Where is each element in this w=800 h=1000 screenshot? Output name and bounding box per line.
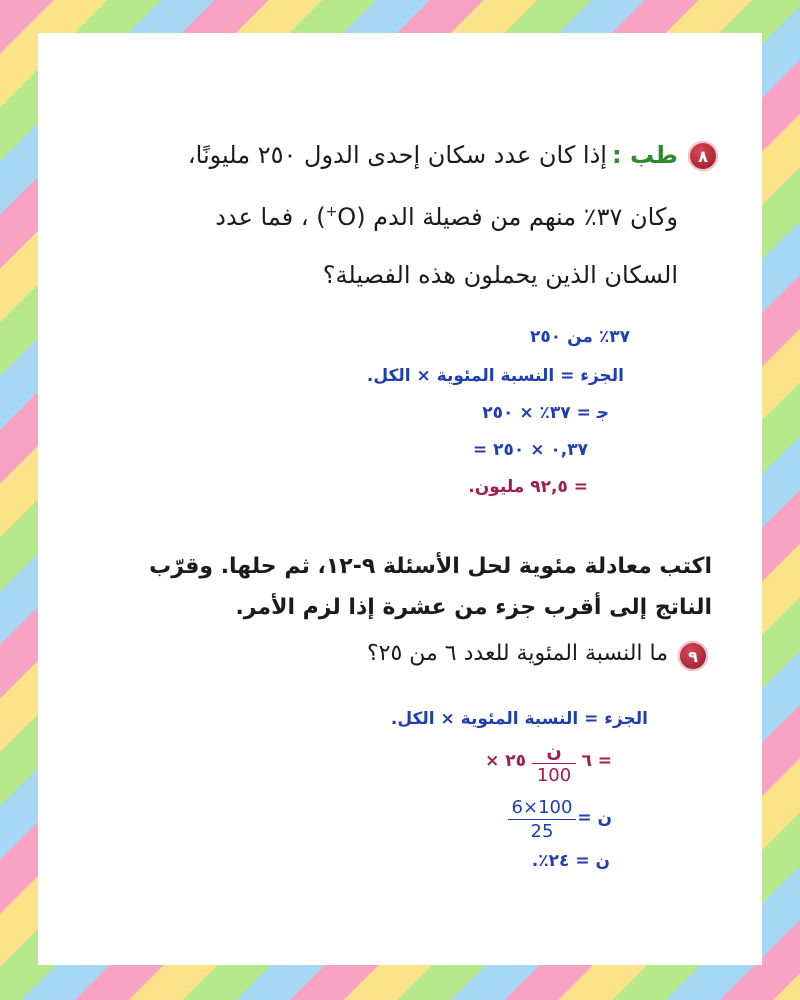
q9-eq1-denominator: 100 <box>536 765 572 786</box>
content-card <box>38 33 762 965</box>
q9-eq2-numerator: 6×100 <box>511 797 573 818</box>
q9-eq2-fraction-bar <box>508 819 576 820</box>
question-9-badge <box>678 641 708 671</box>
question-8-text-2-sup: + <box>325 204 338 220</box>
question-8-text-2a: وكان ٣٧٪ منهم من فصيلة الدم (O <box>337 203 678 231</box>
question-8-line-3: السكان الذين يحملون هذه الفصيلة؟ <box>322 261 678 289</box>
q9-eq2-fraction <box>508 797 576 842</box>
question-9-number: ٩ <box>688 646 698 666</box>
q9-eq2-left: ن = <box>577 808 612 828</box>
q8-solution-line-1: ٣٧٪ من ٢٥٠ <box>530 327 630 347</box>
question-8-text-2b: ) ، فما عدد <box>215 203 326 231</box>
q9-eq1-fraction <box>532 741 576 786</box>
q8-solution-line-4: = ٠,٣٧ × ٢٥٠ <box>473 440 588 460</box>
question-8-label: طب : <box>612 141 678 169</box>
q9-eq1-left: ٦ = <box>581 751 612 771</box>
q8-solution-line-2: الجزء = النسبة المئوية × الكل. <box>366 366 624 386</box>
q8-solution-line-3: ﺟ = ٣٧٪ × ٢٥٠ <box>482 403 609 423</box>
question-8-number: ٨ <box>698 146 708 166</box>
q9-eq1-numerator: ن <box>546 741 562 762</box>
question-8-line-2 <box>215 203 678 231</box>
q9-eq2-denominator: 25 <box>530 821 554 842</box>
question-8-line-1 <box>188 141 678 169</box>
q9-eq1-fraction-bar <box>532 763 576 764</box>
instructions-line-1: اكتب معادلة مئوية لحل الأسئلة ٩-١٢، ثم حلها. وقرّب <box>149 554 712 579</box>
q8-solution-line-5: = ٩٢,٥ مليون. <box>468 477 588 497</box>
question-9-text: ما النسبة المئوية للعدد ٦ من ٢٥؟ <box>366 641 668 666</box>
question-8-text-1: إذا كان عدد سكان إحدى الدول ٢٥٠ مليونًا، <box>187 141 607 169</box>
question-8-badge <box>688 141 718 171</box>
instructions-line-2: الناتج إلى أقرب جزء من عشرة إذا لزم الأمر. <box>235 595 712 620</box>
q9-solution-line-1: الجزء = النسبة المئوية × الكل. <box>390 709 648 729</box>
q9-eq1-right: × ٢٥ <box>485 751 526 771</box>
q9-solution-line-4: ن = ٢٤٪. <box>531 851 610 871</box>
